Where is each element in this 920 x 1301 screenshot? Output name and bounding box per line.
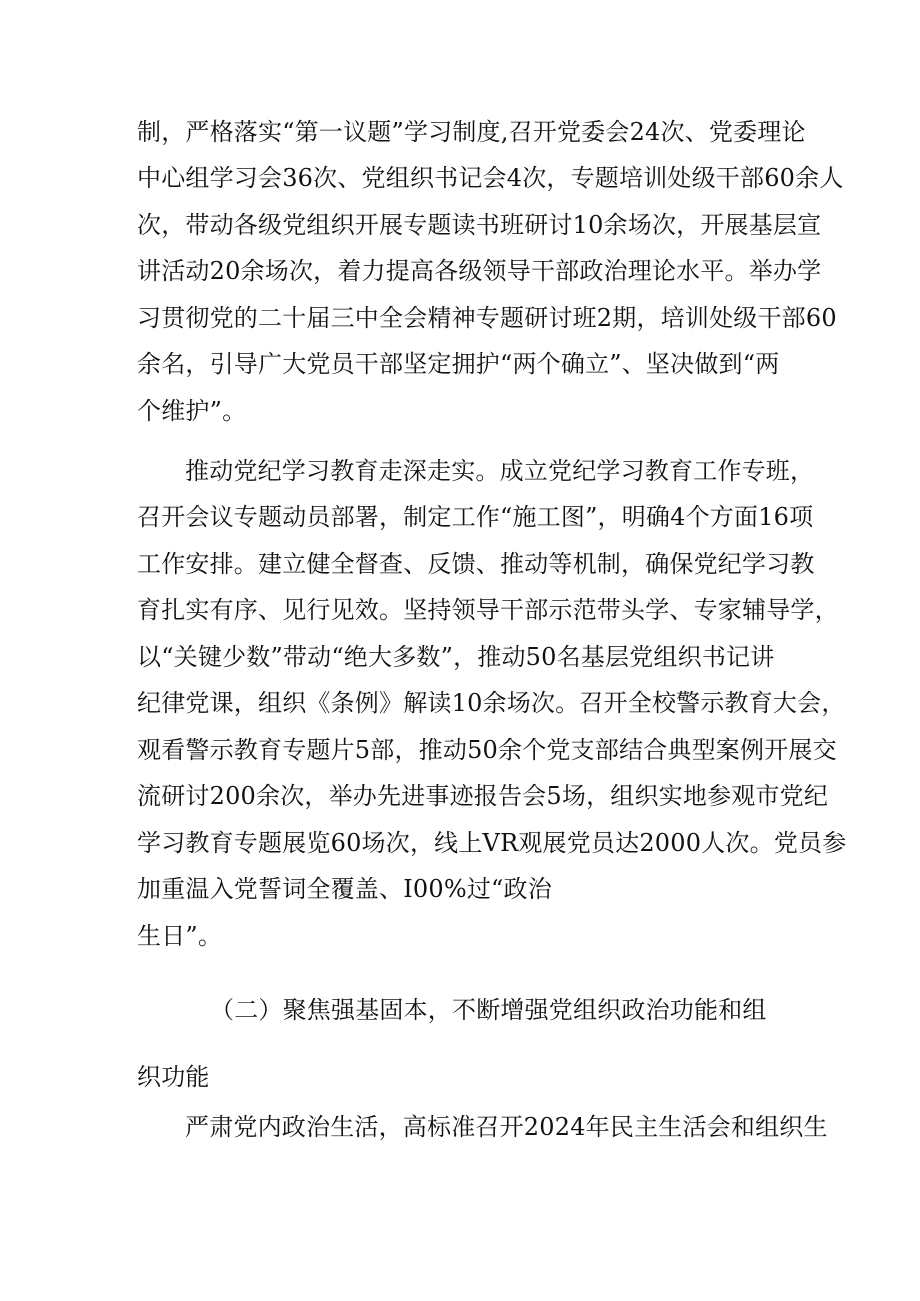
paragraph-line: 以“关键少数”带动“绝大多数”，推动50名基层党组织书记讲 [137, 643, 775, 671]
section-heading: （二）聚焦强基固本，不断增强党组织政治功能和组 [210, 996, 767, 1024]
paragraph-line: 学习教育专题展览60场次，线上VR观展党员达2000人次。党员参 [137, 829, 847, 857]
paragraph-line: 个维护”。 [137, 397, 247, 425]
paragraph-line: 流研讨200余次，举办先进事迹报告会5场，组织实地参观市党纪 [137, 782, 829, 810]
paragraph-line: 习贯彻党的二十届三中全会精神专题研讨班2期，培训处级干部60 [137, 304, 837, 332]
section-heading-continuation: 织功能 [137, 1063, 210, 1091]
paragraph-line: 讲活动20余场次，着力提高各级领导干部政治理论水平。举办学 [137, 257, 822, 285]
paragraph-line: 余名，引导广大党员干部坚定拥护“两个确立”、坚决做到“两 [137, 350, 780, 378]
paragraph-line: 推动党纪学习教育走深走实。成立党纪学习教育工作专班， [185, 457, 815, 485]
paragraph-line: 中心组学习会36次、党组织书记会4次，专题培训处级干部60余人 [137, 164, 844, 192]
paragraph-line: 制，严格落实“第一议题”学习制度,召开党委会24次、党委理论 [137, 118, 806, 146]
paragraph-line: 召开会议专题动员部署，制定工作“施工图”，明确4个方面16项 [137, 503, 814, 531]
paragraph-line: 严肃党内政治生活，高标准召开2024年民主生活会和组织生 [185, 1113, 828, 1141]
paragraph-line: 工作安排。建立健全督查、反馈、推动等机制，确保党纪学习教 [137, 550, 815, 578]
paragraph-line: 生日”。 [137, 922, 223, 950]
paragraph-line: 纪律党课，组织《条例》解读10余场次。召开全校警示教育大会， [137, 689, 846, 717]
paragraph-line: 育扎实有序、见行见效。坚持领导干部示范带头学、专家辅导学， [137, 596, 839, 624]
paragraph-line: 观看警示教育专题片5部，推动50余个党支部结合典型案例开展交 [137, 736, 837, 764]
paragraph-line: 加重温入党誓词全覆盖、I00%过“政治 [137, 875, 552, 903]
paragraph-line: 次，带动各级党组织开展专题读书班研讨10余场次，开展基层宣 [137, 211, 822, 239]
